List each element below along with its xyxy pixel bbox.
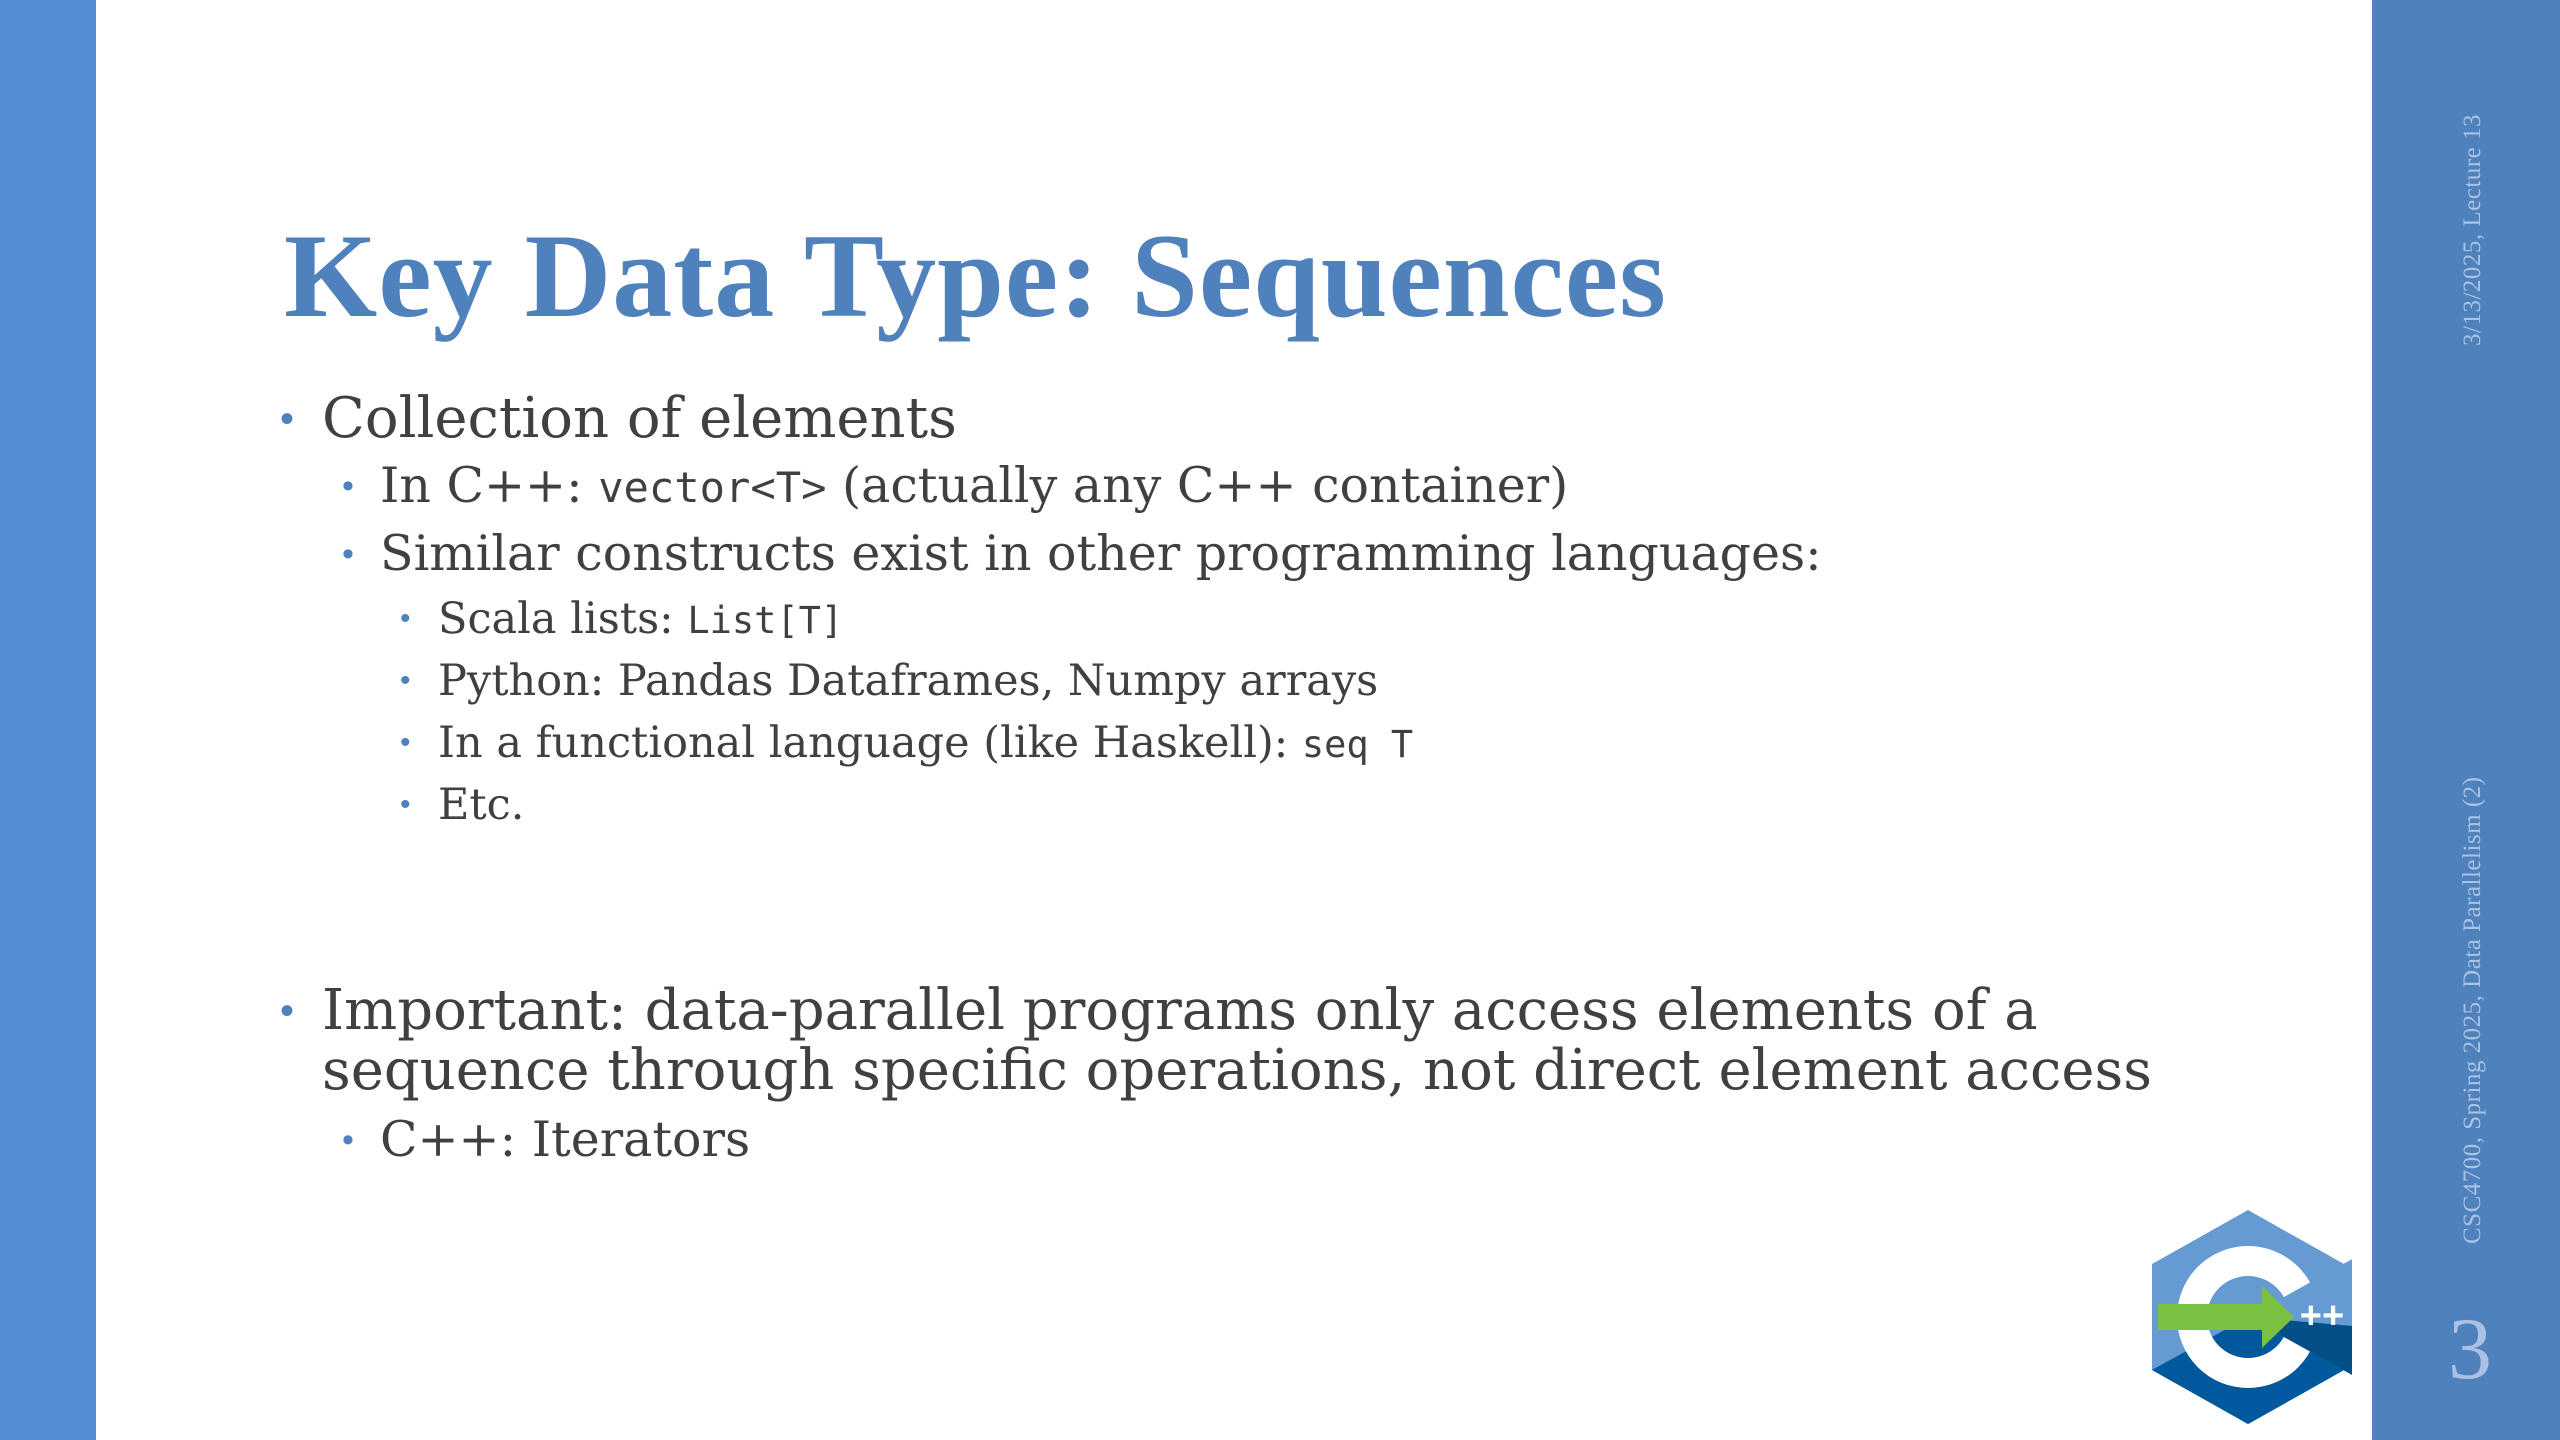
bullet-text: Etc. — [438, 780, 525, 830]
bullet-text — [438, 594, 843, 646]
footer-date: 3/13/2025, Lecture 13 — [2459, 114, 2486, 346]
bullet-text-prefix: Scala lists: — [438, 594, 688, 644]
bullet-icon: • — [400, 788, 411, 821]
bullet-icon: • — [400, 664, 411, 697]
slide-title: Key Data Type: Sequences — [284, 209, 1667, 342]
bullet-icon: • — [342, 467, 354, 505]
bullet-text-prefix: In C++: — [380, 457, 599, 514]
bullet-text-suffix: (actually any C++ container) — [826, 457, 1569, 514]
bullet-text: sequence through specific operations, not direct element access — [322, 1038, 2153, 1103]
bullet-icon: • — [280, 989, 295, 1033]
bullet-text: C++: Iterators — [380, 1111, 751, 1168]
inline-code: seq T — [1301, 723, 1414, 766]
left-accent-band — [0, 0, 96, 1440]
bullet-icon: • — [342, 1121, 354, 1159]
bullet-icon: • — [400, 726, 411, 759]
inline-code: List[T] — [687, 599, 844, 642]
bullet-icon: • — [342, 535, 354, 573]
bullet-text: Important: data-parallel programs only access elements of a — [322, 978, 2038, 1043]
logo-plus-text: ++ — [2299, 1295, 2345, 1337]
bullet-text: Similar constructs exist in other programming languages: — [380, 525, 1822, 582]
logo-arrow-shaft — [2158, 1304, 2268, 1330]
bullet-text-prefix: In a functional language (like Haskell): — [438, 718, 1302, 768]
bullet-text: Collection of elements — [322, 386, 957, 451]
footer-course: CSC4700, Spring 2025, Data Parallelism (2) — [2459, 776, 2486, 1244]
bullet-text — [438, 718, 1413, 770]
page-number: 3 — [2448, 1301, 2492, 1398]
bullet-text — [380, 458, 1568, 516]
bullet-text: Python: Pandas Dataframes, Numpy arrays — [438, 656, 1379, 706]
bullet-icon: • — [400, 602, 411, 635]
inline-code: vector<T> — [598, 463, 827, 512]
cpp-logo-icon — [2144, 1206, 2352, 1428]
bullet-icon: • — [280, 397, 295, 441]
